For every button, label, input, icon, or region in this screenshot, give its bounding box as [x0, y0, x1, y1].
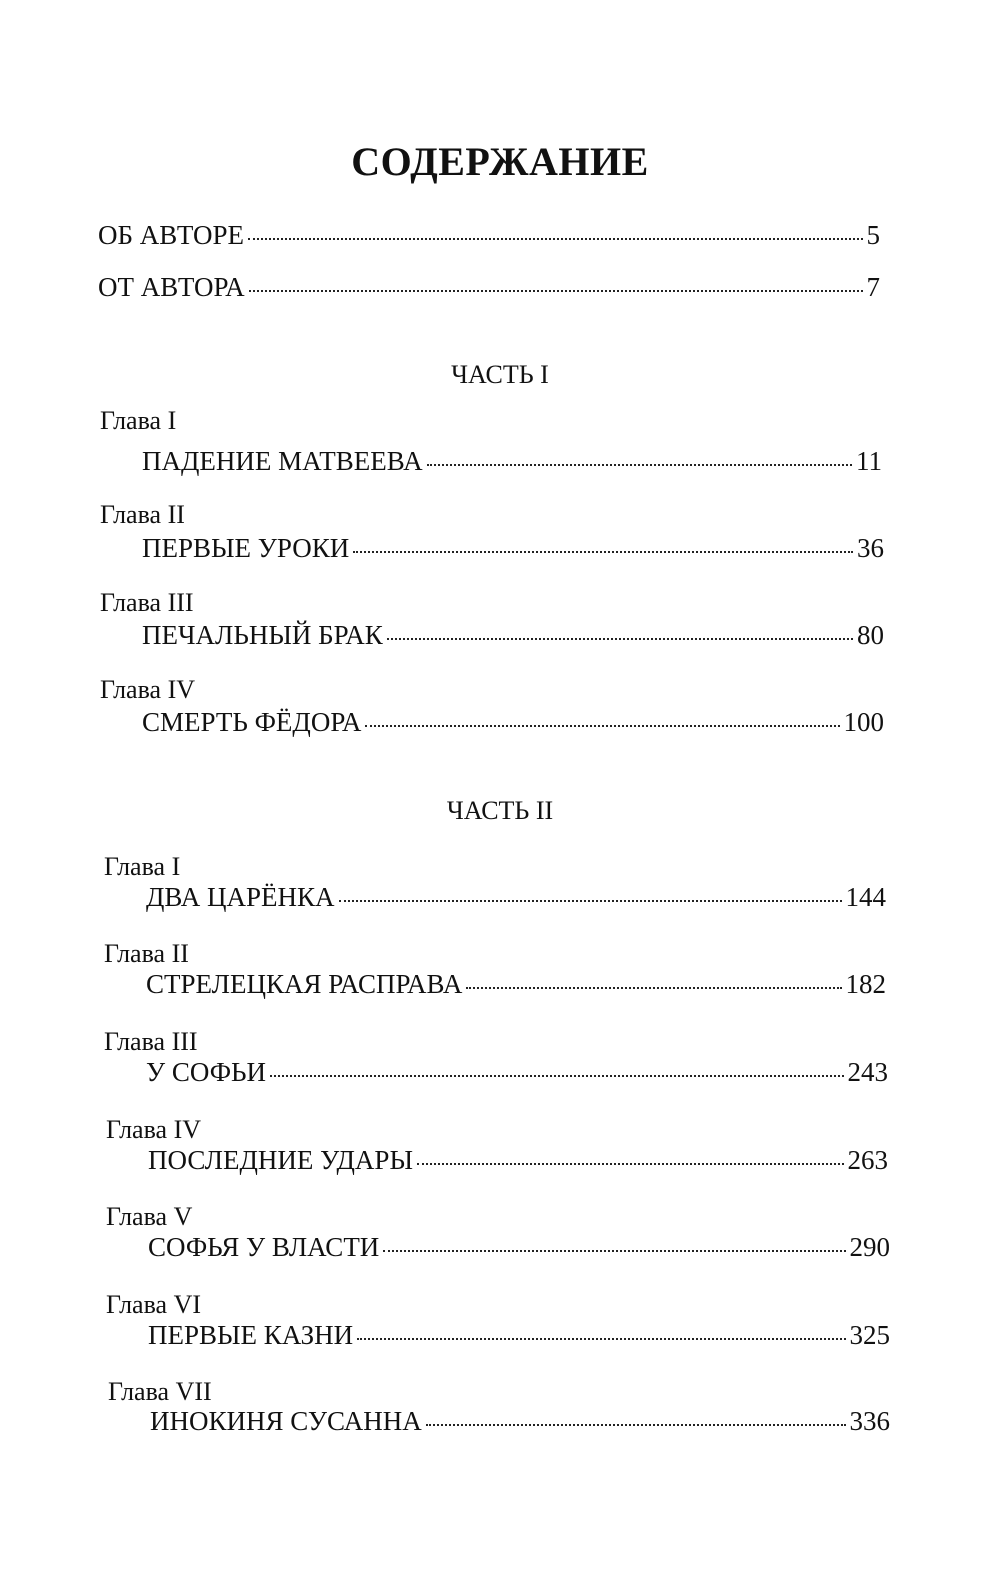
chapter-label: Глава II	[100, 500, 185, 529]
toc-entry-label: ИНОКИНЯ СУСАННА	[150, 1406, 422, 1436]
toc-entry[interactable]	[146, 880, 886, 914]
dot-leader	[427, 464, 852, 466]
dot-leader	[270, 1075, 843, 1077]
chapter-label: Глава III	[100, 588, 194, 617]
toc-entry[interactable]	[142, 531, 884, 565]
toc-entry-page: 100	[843, 707, 884, 737]
toc-entry-label: ПЕЧАЛЬНЫЙ БРАК	[142, 620, 383, 650]
dot-leader	[387, 638, 853, 640]
toc-entry[interactable]	[146, 967, 886, 1001]
dot-leader	[353, 551, 853, 553]
toc-entry-label: ДВА ЦАРЁНКА	[146, 882, 335, 912]
dot-leader	[357, 1338, 845, 1340]
toc-entry-label: ПОСЛЕДНИЕ УДАРЫ	[148, 1145, 413, 1175]
toc-entry[interactable]	[146, 1055, 888, 1089]
toc-entry-label: ПЕРВЫЕ УРОКИ	[142, 533, 350, 563]
dot-leader	[339, 900, 842, 902]
toc-entry-page: 5	[866, 220, 880, 250]
chapter-label: Глава I	[100, 406, 177, 435]
chapter-label: Глава I	[104, 852, 181, 881]
toc-entry-page: 325	[849, 1320, 890, 1350]
dot-leader	[426, 1424, 846, 1426]
toc-entry-page: 7	[866, 272, 880, 302]
toc-entry-label: ПЕРВЫЕ КАЗНИ	[148, 1320, 354, 1350]
toc-entry-label: СОФЬЯ У ВЛАСТИ	[148, 1232, 380, 1262]
chapter-label: Глава V	[106, 1202, 193, 1231]
toc-entry-label: СТРЕЛЕЦКАЯ РАСПРАВА	[146, 969, 463, 999]
toc-entry[interactable]	[148, 1318, 890, 1352]
toc-entry-page: 336	[849, 1406, 890, 1436]
toc-entry-label: СМЕРТЬ ФЁДОРА	[142, 707, 362, 737]
chapter-label: Глава III	[104, 1027, 198, 1056]
toc-entry[interactable]	[142, 618, 884, 652]
dot-leader	[383, 1250, 845, 1252]
toc-entry-from-author[interactable]	[98, 270, 880, 304]
toc-entry-page: 11	[856, 446, 882, 476]
toc-entry-label: ОТ АВТОРА	[98, 272, 245, 302]
chapter-label: Глава IV	[100, 675, 195, 704]
toc-entry-page: 36	[857, 533, 884, 563]
dot-leader	[365, 725, 839, 727]
toc-entry-page: 263	[847, 1145, 888, 1175]
toc-entry-label: ОБ АВТОРЕ	[98, 220, 245, 250]
dot-leader	[248, 238, 862, 240]
chapter-label: Глава IV	[106, 1115, 201, 1144]
part-heading: ЧАСТЬ I	[451, 360, 549, 389]
chapter-label: Глава VII	[108, 1377, 212, 1406]
toc-entry-page: 290	[849, 1232, 890, 1262]
toc-entry[interactable]	[142, 705, 884, 739]
toc-entry[interactable]	[150, 1404, 890, 1438]
toc-entry-page: 80	[857, 620, 884, 650]
toc-entry-label: ПАДЕНИЕ МАТВЕЕВА	[142, 446, 423, 476]
toc-entry[interactable]	[142, 444, 882, 478]
part-heading: ЧАСТЬ II	[446, 796, 554, 825]
toc-entry-about-author[interactable]	[98, 218, 880, 252]
toc-entry-page: 182	[845, 969, 886, 999]
chapter-label: Глава II	[104, 939, 189, 968]
toc-entry-label: У СОФЬИ	[146, 1057, 267, 1087]
toc-entry-page: 243	[847, 1057, 888, 1087]
toc-entry[interactable]	[148, 1230, 890, 1264]
dot-leader	[249, 290, 863, 292]
dot-leader	[417, 1163, 844, 1165]
page-title: СОДЕРЖАНИЕ	[351, 139, 649, 184]
toc-entry[interactable]	[148, 1143, 888, 1177]
dot-leader	[466, 987, 841, 989]
toc-entry-page: 144	[845, 882, 886, 912]
chapter-label: Глава VI	[106, 1290, 201, 1319]
